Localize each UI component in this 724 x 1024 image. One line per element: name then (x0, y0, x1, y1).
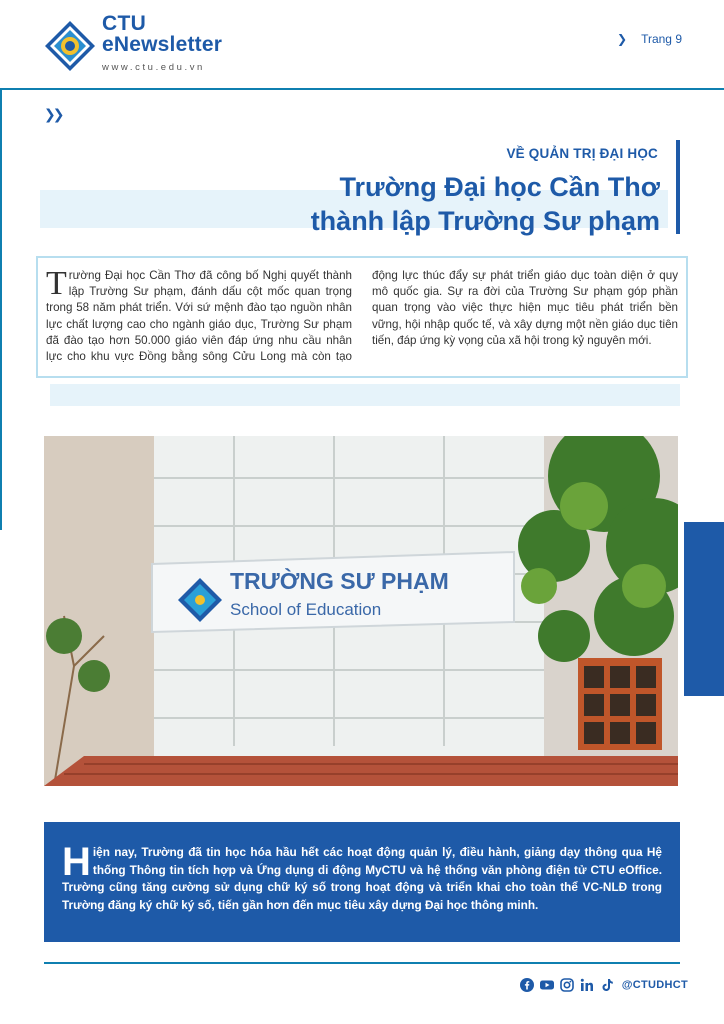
website-url[interactable]: www.ctu.edu.vn (102, 62, 205, 73)
tiktok-icon[interactable] (600, 978, 614, 992)
linkedin-icon[interactable] (580, 978, 594, 992)
brand-name-ctu: CTU (102, 12, 147, 35)
title-accent-bar (676, 140, 680, 234)
sign-title-vi: TRƯỜNG SƯ PHẠM (230, 568, 449, 594)
page-indicator (617, 32, 682, 46)
page-number: Trang 9 (641, 32, 682, 46)
instagram-icon[interactable] (560, 978, 574, 992)
left-edge-bar (0, 88, 2, 530)
intro-body: rường Đại học Cần Thơ đã công bố Nghị quyết thành lập Trường Sư phạm, đánh dấu cột mốc quan trọng trong 58 năm phát triển. Với sứ mệnh đào tạo nguồn nhân lực chất lượng cao cho ngành giáo dục, Trường Sư phạm đã đào tạo hơn 50.000 giáo viên đáp ứng nhu cầu nhân lực cho khu vực Đồng bằng sông Cửu Long mà còn tạo động lực thúc đẩy sự phát triển giáo dục toàn diện ở quy mô quốc gia. Sự ra đời của Trường Sư phạm góp phần quan trọng vào việc thực hiện mục tiêu phát triển bền vững, hội nhập quốc tế, và xây dựng một nền giáo dục tiên tiến, đáp ứng kỳ vọng của xã hội trong kỷ nguyên mới. (46, 269, 678, 364)
footer-divider (44, 962, 680, 964)
highlight-body: iện nay, Trường đã tin học hóa hầu hết các hoạt động quản lý, điều hành, giảng dạy thông qua Hệ thống Thông tin tích hợp và Ứng dụng di động MyCTU và hệ thống văn phòng điện tử CTU eOffice. Trường cũng tăng cường sử dụng chữ ký số trong hoạt động và triển khai cho toàn thể VC-NLĐ trong Trường đăng ký chữ ký số, tiến gần hơn đến mục tiêu xây dựng Đại học thông minh. (62, 845, 662, 912)
intro-dropcap: T (46, 265, 67, 302)
title-line-1: Trường Đại học Cần Thơ (339, 172, 660, 202)
highlight-paragraph (62, 840, 662, 914)
intro-paragraph (46, 265, 678, 365)
brand-block (102, 14, 222, 73)
article-photo (44, 436, 678, 786)
title-line-2: thành lập Trường Sư phạm (310, 206, 660, 236)
page-arrow-icon: ❯ (617, 32, 628, 46)
youtube-icon[interactable] (540, 978, 554, 992)
section-label: VỀ QUẢN TRỊ ĐẠI HỌC (506, 146, 658, 161)
header-divider (0, 88, 724, 90)
side-blue-tab (684, 522, 724, 696)
highlight-dropcap: H (62, 840, 91, 884)
intro-shadow-band (50, 384, 680, 406)
social-handle[interactable]: @CTUDHCT (621, 979, 688, 991)
social-bar (520, 978, 688, 992)
double-chevron-icon: ❯❯ (44, 106, 62, 122)
article-title (311, 170, 660, 238)
facebook-icon[interactable] (520, 978, 534, 992)
ctu-logo-icon (44, 20, 96, 72)
sign-title-en: School of Education (230, 600, 382, 619)
brand-name-enewsletter: eNewsletter (102, 33, 223, 56)
